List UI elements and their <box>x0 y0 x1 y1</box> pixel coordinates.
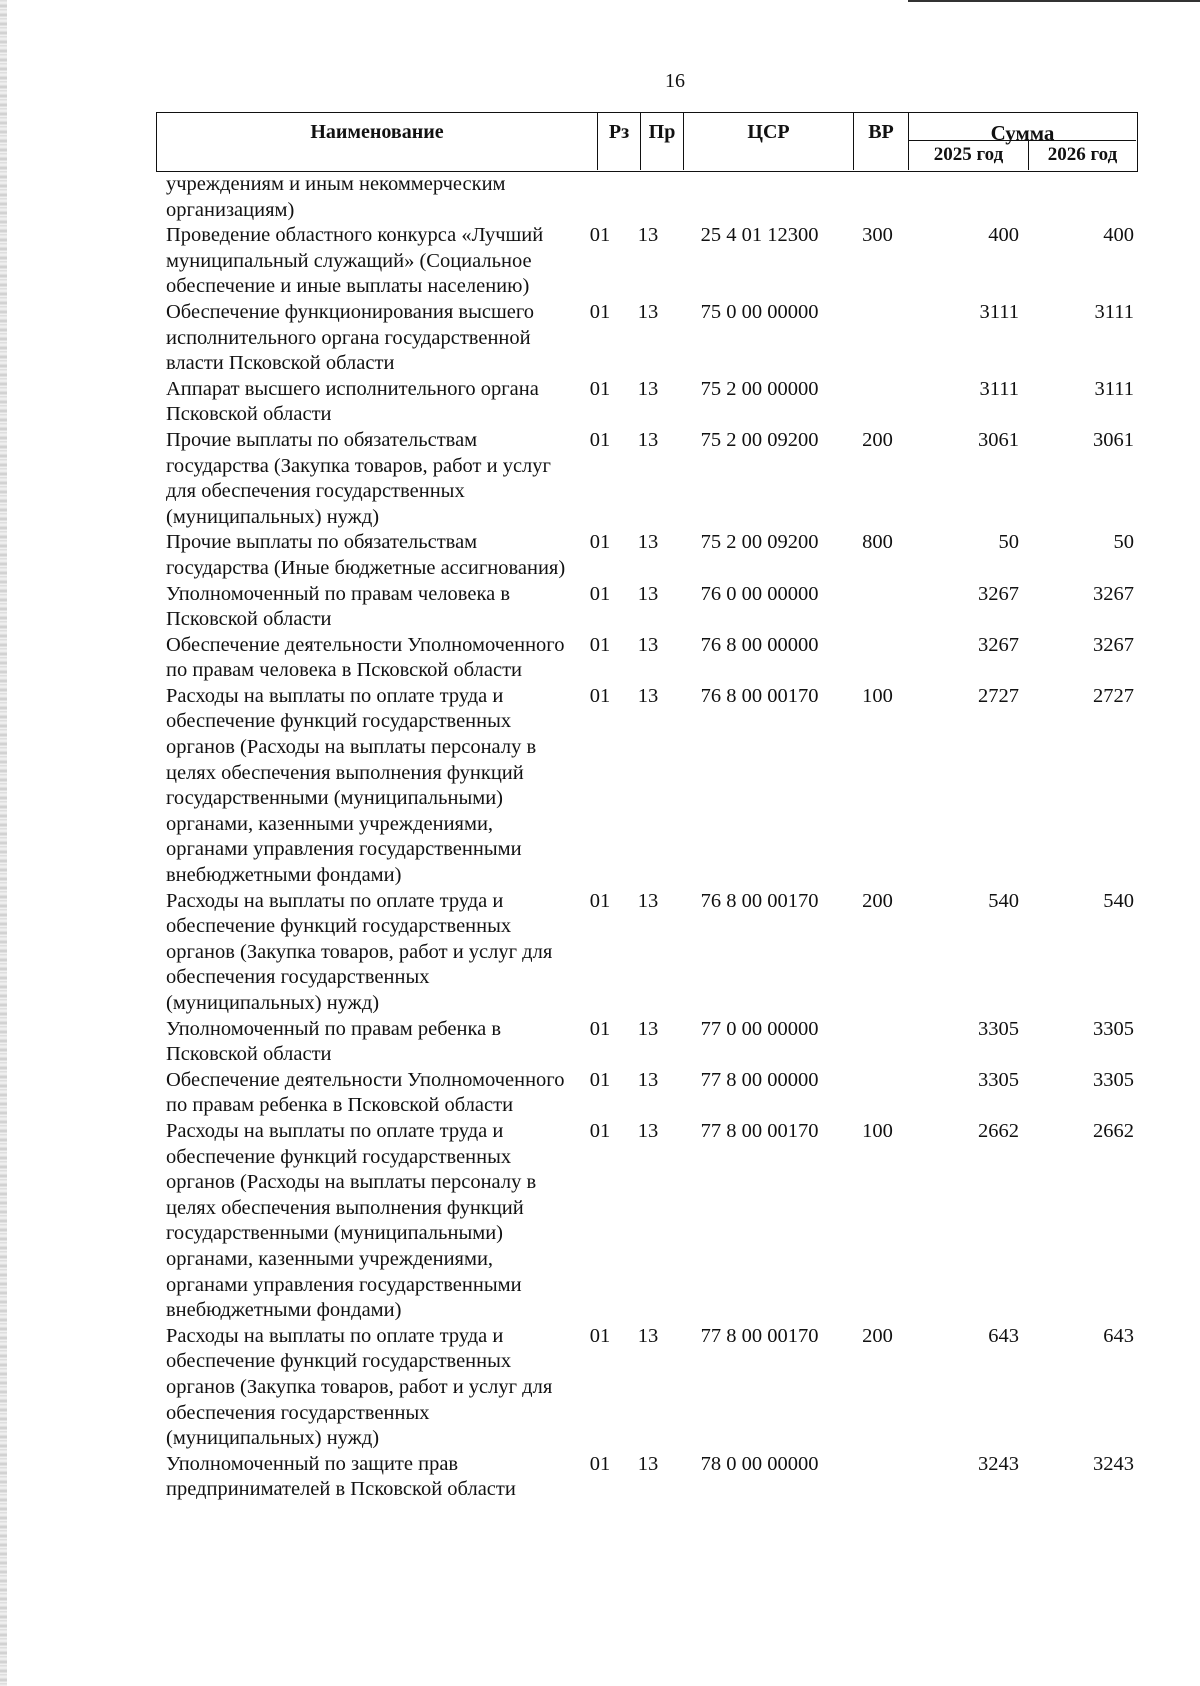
row-vr: 200 <box>862 428 893 451</box>
table-row <box>156 582 1138 633</box>
row-sum-2025: 2727 <box>978 684 1019 707</box>
row-pr: 13 <box>637 1324 659 1347</box>
table-row <box>156 172 1138 223</box>
row-sum-2025: 3267 <box>978 633 1019 656</box>
row-sum-2025: 400 <box>988 224 1019 247</box>
row-sum-2026: 2662 <box>1093 1119 1134 1142</box>
table-row <box>156 633 1138 684</box>
row-vr: 200 <box>862 889 893 912</box>
row-name: Уполномоченный по правам человека в Псковской области <box>166 582 511 631</box>
row-rz: 01 <box>589 531 611 554</box>
row-csr: 76 8 00 00170 <box>700 889 819 912</box>
table-row <box>156 1017 1138 1068</box>
row-rz: 01 <box>589 1452 611 1475</box>
row-csr: 78 0 00 00000 <box>700 1452 819 1475</box>
row-name: Расходы на выплаты по оплате труда и обеспечение функций государственных органов (Закупка товаров, работ и услуг для обеспечения государственных (муниципальных) нужд) <box>166 1324 553 1450</box>
row-name: Обеспечение функционирования высшего исполнительного органа государственной власти Псковской области <box>166 300 534 375</box>
table-row <box>156 1068 1138 1119</box>
row-sum-2026: 3305 <box>1093 1017 1134 1040</box>
row-pr: 13 <box>637 300 659 323</box>
row-pr: 13 <box>637 377 659 400</box>
table-row <box>156 1324 1138 1452</box>
row-rz: 01 <box>589 582 611 605</box>
table-row <box>156 684 1138 889</box>
row-name: учреждениям и иным некоммерческим организациям) <box>166 173 506 221</box>
row-vr: 200 <box>862 1324 893 1347</box>
row-rz: 01 <box>589 1017 611 1040</box>
row-sum-2025: 643 <box>988 1324 1019 1347</box>
row-vr <box>847 582 908 633</box>
row-sum-2026: 3267 <box>1093 582 1134 605</box>
header-pr: Пр <box>641 113 684 170</box>
row-vr <box>847 172 908 223</box>
row-csr: 75 0 00 00000 <box>700 300 819 323</box>
row-sum-2026: 643 <box>1103 1324 1134 1347</box>
row-csr: 76 0 00 00000 <box>700 582 819 605</box>
row-name: Прочие выплаты по обязательствам государства (Иные бюджетные ассигнования) <box>166 531 566 579</box>
row-sum-2025 <box>908 172 1025 223</box>
row-name: Обеспечение деятельности Уполномоченного по правам человека в Псковской области <box>166 633 565 682</box>
row-pr: 13 <box>637 1452 659 1475</box>
row-pr: 13 <box>637 582 659 605</box>
row-csr: 75 2 00 09200 <box>700 428 819 451</box>
table-header <box>156 112 1138 172</box>
row-csr: 77 0 00 00000 <box>700 1017 819 1040</box>
row-csr: 77 8 00 00170 <box>700 1119 819 1142</box>
row-pr: 13 <box>637 531 659 554</box>
row-csr: 76 8 00 00170 <box>700 684 819 707</box>
row-sum-2025: 3243 <box>978 1452 1019 1475</box>
top-rule-line <box>908 0 1200 2</box>
row-sum-2026: 3305 <box>1093 1068 1134 1091</box>
header-csr: ЦСР <box>684 113 854 170</box>
row-pr: 13 <box>637 1017 659 1040</box>
table-row <box>156 377 1138 428</box>
row-vr <box>847 377 908 428</box>
row-csr: 75 2 00 00000 <box>700 377 819 400</box>
row-pr: 13 <box>637 1119 659 1142</box>
row-rz: 01 <box>589 633 611 656</box>
budget-table <box>156 112 1138 1503</box>
row-pr: 13 <box>637 224 659 247</box>
row-sum-2026 <box>1025 172 1138 223</box>
row-rz: 01 <box>589 1068 611 1091</box>
row-rz: 01 <box>589 224 611 247</box>
row-pr: 13 <box>637 1068 659 1091</box>
row-sum-2026: 50 <box>1113 531 1134 554</box>
header-year-2025: 2025 год <box>909 141 1029 170</box>
table-row <box>156 223 1138 300</box>
row-name: Прочие выплаты по обязательствам государства (Закупка товаров, работ и услуг для обеспечения государственных (муниципальных) нужд) <box>166 428 551 528</box>
row-name: Расходы на выплаты по оплате труда и обеспечение функций государственных органов (Расходы на выплаты персоналу в целях обеспечения выполнения функций государственными (муниципальными) органами, казенными учреждениями, органами управления государственными внебюджетными фондами) <box>166 1119 537 1322</box>
page-number: 16 <box>665 70 685 92</box>
row-sum-2025: 50 <box>998 531 1019 554</box>
row-name: Обеспечение деятельности Уполномоченного по правам ребенка в Псковской области <box>166 1068 565 1117</box>
row-pr: 13 <box>637 684 659 707</box>
row-pr: 13 <box>637 889 659 912</box>
row-name: Расходы на выплаты по оплате труда и обеспечение функций государственных органов (Расходы на выплаты персоналу в целях обеспечения выполнения функций государственными (муниципальными) органами, казенными учреждениями, органами управления государственными внебюджетными фондами) <box>166 684 537 887</box>
row-vr <box>847 1068 908 1119</box>
header-vr: ВР <box>854 113 909 170</box>
row-sum-2026: 3267 <box>1093 633 1134 656</box>
row-sum-2025: 3305 <box>978 1017 1019 1040</box>
row-sum-2026: 540 <box>1103 889 1134 912</box>
row-rz: 01 <box>589 300 611 323</box>
row-sum-2026: 3111 <box>1094 300 1134 323</box>
row-sum-2025: 3061 <box>978 428 1019 451</box>
row-csr: 25 4 01 12300 <box>700 224 819 247</box>
row-rz: 01 <box>589 684 611 707</box>
row-csr: 77 8 00 00170 <box>700 1324 819 1347</box>
row-name: Проведение областного конкурса «Лучший муниципальный служащий» (Социальное обеспечение и иные выплаты населению) <box>166 224 544 298</box>
row-pr: 13 <box>637 633 659 656</box>
row-vr: 100 <box>862 684 893 707</box>
row-csr: 76 8 00 00000 <box>700 633 819 656</box>
row-name: Уполномоченный по защите прав предпринимателей в Псковской области <box>166 1452 516 1501</box>
row-vr: 300 <box>862 224 893 247</box>
scan-edge-artifact <box>0 0 7 1686</box>
row-sum-2025: 3267 <box>978 582 1019 605</box>
row-sum-2026: 400 <box>1103 224 1134 247</box>
row-sum-2025: 3111 <box>979 300 1019 323</box>
row-name: Расходы на выплаты по оплате труда и обеспечение функций государственных органов (Закупка товаров, работ и услуг для обеспечения государственных (муниципальных) нужд) <box>166 889 553 1014</box>
row-rz: 01 <box>589 377 611 400</box>
row-sum-2025: 3305 <box>978 1068 1019 1091</box>
row-csr: 75 2 00 09200 <box>700 531 819 554</box>
table-row <box>156 300 1138 377</box>
row-sum-2026: 3111 <box>1094 377 1134 400</box>
row-pr: 13 <box>637 428 659 451</box>
table-row <box>156 889 1138 1017</box>
row-rz: 01 <box>589 428 611 451</box>
row-vr <box>847 1452 908 1503</box>
row-vr: 800 <box>862 531 893 554</box>
row-sum-2026: 2727 <box>1093 684 1134 707</box>
header-rz: Рз <box>598 113 641 170</box>
header-sum: Сумма <box>909 113 1136 141</box>
table-row <box>156 1452 1138 1503</box>
header-name: Наименование <box>157 113 598 170</box>
row-vr <box>847 1017 908 1068</box>
row-sum-2025: 540 <box>988 889 1019 912</box>
table-body <box>156 172 1138 1503</box>
row-sum-2025: 2662 <box>978 1119 1019 1142</box>
row-pr <box>624 172 672 223</box>
row-vr <box>847 300 908 377</box>
row-rz: 01 <box>589 1324 611 1347</box>
table-row <box>156 1119 1138 1324</box>
row-rz: 01 <box>589 889 611 912</box>
table-row <box>156 428 1138 530</box>
row-vr <box>847 633 908 684</box>
row-vr: 100 <box>862 1119 893 1142</box>
header-year-2026: 2026 год <box>1047 144 1118 165</box>
row-sum-2025: 3111 <box>979 377 1019 400</box>
row-csr: 77 8 00 00000 <box>700 1068 819 1091</box>
row-rz: 01 <box>589 1119 611 1142</box>
row-rz <box>576 172 624 223</box>
row-sum-2026: 3243 <box>1093 1452 1134 1475</box>
row-name: Аппарат высшего исполнительного органа Псковской области <box>166 377 539 426</box>
row-name: Уполномоченный по правам ребенка в Псковской области <box>166 1017 502 1066</box>
row-csr <box>672 172 847 223</box>
table-row <box>156 530 1138 581</box>
row-sum-2026: 3061 <box>1093 428 1134 451</box>
